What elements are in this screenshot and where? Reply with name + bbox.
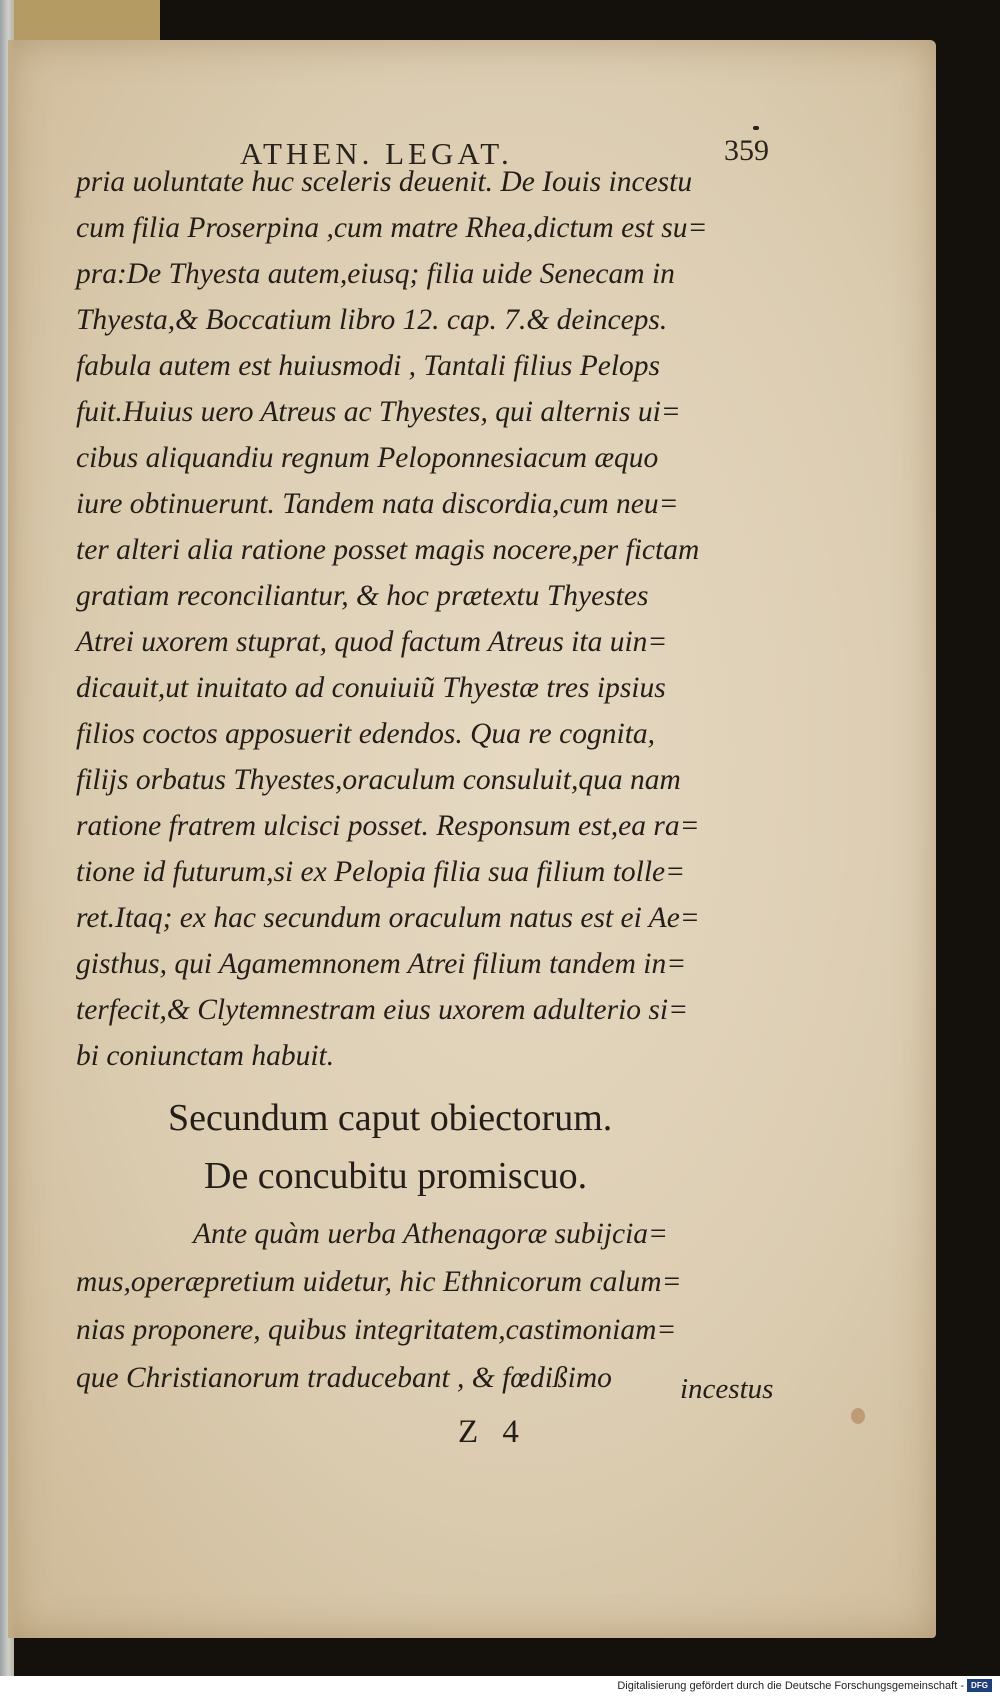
- dfg-logo-icon: DFG: [967, 1679, 992, 1692]
- text-line: gratiam reconciliantur, & hoc prætextu Thyestes: [76, 580, 649, 612]
- digitization-footer: [0, 1676, 1000, 1696]
- text-line: mus,operæpretium uidetur, hic Ethnicorum calum=: [76, 1266, 682, 1298]
- ink-mark: [753, 126, 759, 130]
- text-line: que Christianorum traducebant , & fœdißimo: [76, 1362, 612, 1394]
- text-line: tione id futurum,si ex Pelopia filia sua filium tolle=: [76, 856, 686, 888]
- signature-mark: Z 4: [458, 1414, 527, 1450]
- catchword: incestus: [680, 1373, 774, 1405]
- text-line: bi coniunctam habuit.: [76, 1040, 335, 1072]
- text-line: Ante quàm uerba Athenagoræ subijcia=: [193, 1218, 668, 1250]
- text-line: pra:De Thyesta autem,eiusq; filia uide Senecam in: [76, 258, 675, 290]
- book-board-top: [0, 0, 160, 44]
- text-line: pria uoluntate huc sceleris deuenit. De Iouis incestu: [76, 166, 693, 198]
- text-line: ratione fratrem ulcisci posset. Responsum est,ea ra=: [76, 810, 700, 842]
- text-line: iure obtinuerunt. Tandem nata discordia,cum neu=: [76, 488, 679, 520]
- text-line: fabula autem est huiusmodi , Tantali filius Pelops: [76, 350, 661, 382]
- text-line: fuit.Huius uero Atreus ac Thyestes, qui alternis ui=: [76, 396, 681, 428]
- text-line: cibus aliquandiu regnum Peloponnesiacum æquo: [76, 442, 659, 474]
- page-edge: [8, 40, 18, 1638]
- text-line: terfecit,& Clytemnestram eius uxorem adulterio si=: [76, 994, 688, 1026]
- section-heading: Secundum caput obiectorum.: [168, 1097, 613, 1139]
- text-line: filijs orbatus Thyestes,oraculum consuluit,qua nam: [76, 764, 681, 796]
- text-line: gisthus, qui Agamemnonem Atrei filium tandem in=: [76, 948, 687, 980]
- page-number: 359: [724, 134, 769, 167]
- text-line: ter alteri alia ratione posset magis nocere,per fictam: [76, 534, 700, 566]
- text-line: ret.Itaq; ex hac secundum oraculum natus est ei Ae=: [76, 902, 700, 934]
- text-line: Atrei uxorem stuprat, quod factum Atreus ita uin=: [76, 626, 668, 658]
- running-head: ATHEN. LEGAT.: [240, 136, 513, 171]
- text-line: nias proponere, quibus integritatem,castimoniam=: [76, 1314, 677, 1346]
- text-line: cum filia Proserpina ,cum matre Rhea,dictum est su=: [76, 212, 708, 244]
- page-header: [72, 98, 772, 171]
- text-line: Thyesta,& Boccatium libro 12. cap. 7.& deinceps.: [76, 304, 668, 336]
- book-page: [8, 40, 936, 1638]
- text-line: filios coctos apposuerit edendos. Qua re cognita,: [76, 718, 656, 750]
- paper-stain: [851, 1408, 865, 1424]
- section-subheading: De concubitu promiscuo.: [204, 1155, 588, 1197]
- text-line: dicauit,ut inuitato ad conuiuiũ Thyestæ tres ipsius: [76, 672, 666, 704]
- footer-credit: Digitalisierung gefördert durch die Deutsche Forschungsgemeinschaft -: [617, 1680, 964, 1692]
